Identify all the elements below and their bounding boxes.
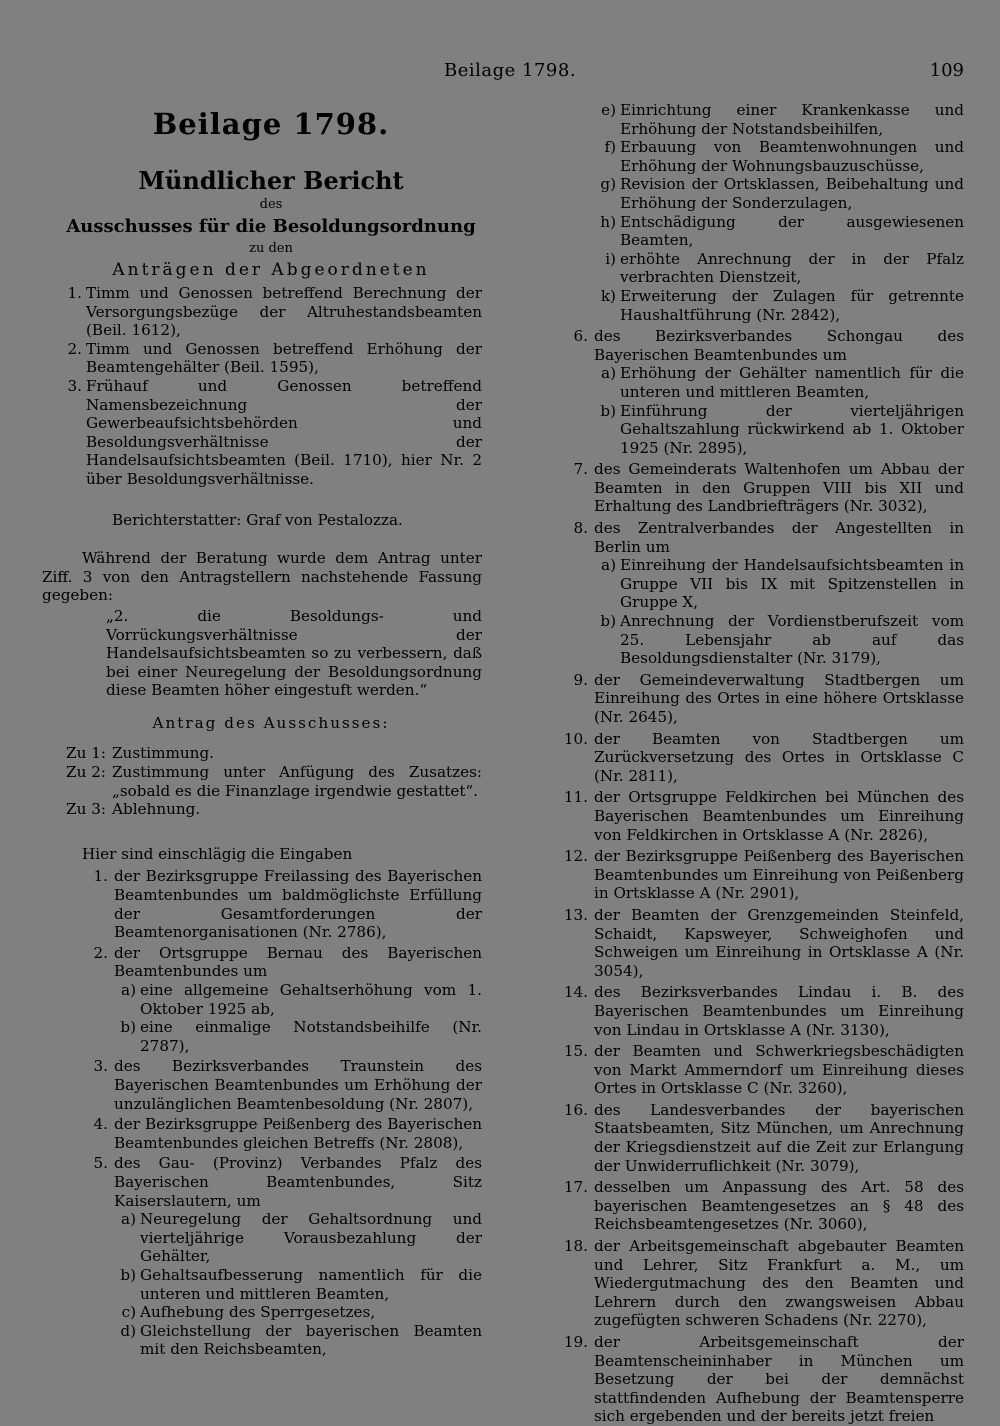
sub-item [594, 175, 964, 212]
petition-text: der Ortsgruppe Feldkirchen bei München des Bayerischen Beamtenbundes um Einreihung von Feldkirchen in Ortsklasse A (Nr. 2826), [594, 788, 964, 844]
petition-item [556, 1333, 964, 1426]
petition-body [594, 1042, 964, 1098]
petition-number: 6. [573, 327, 588, 346]
sub-item-label: f) [604, 138, 616, 157]
sub-item-text: eine einmalige Notstandsbeihilfe (Nr. 2787), [140, 1018, 482, 1055]
sub-item [594, 213, 964, 250]
petition-text: der Bezirksgruppe Peißenberg des Bayerischen Beamtenbundes gleichen Betreffs (Nr. 2808), [114, 1115, 482, 1152]
petition-body [594, 788, 964, 844]
sub-item-text: Neuregelung der Gehaltsordnung und vierteljährige Vorausbezahlung der Gehälter, [140, 1210, 482, 1266]
petition-text: der Beamten und Schwerkriegsbeschädigten von Markt Ammerndorf um Einreihung dieses Ortes in Ortsklasse C (Nr. 3260), [594, 1042, 964, 1098]
petition-text: des Bezirksverbandes Schongau des Bayerischen Beamtenbundes um [594, 327, 964, 364]
sub-item-label: b) [600, 612, 616, 631]
decision-item [42, 800, 482, 819]
petition-item [556, 983, 964, 1039]
sub-item-label: k) [600, 286, 616, 305]
petition-text: der Beamten der Grenzgemeinden Steinfeld, Schaidt, Kapsweyer, Schweighofen und Schweigen um Einreihung in Ortsklasse A (Nr. 3054), [594, 905, 964, 980]
petition-text: des Bezirksverbandes Lindau i. B. des Bayerischen Beamtenbundes um Einreihung von Lindau in Ortsklasse A (Nr. 3130), [594, 983, 964, 1039]
report-title: Mündlicher Bericht [138, 166, 404, 195]
petition-body [114, 1057, 482, 1113]
petition-text: des Zentralverbandes der Angestellten in Berlin um [594, 519, 964, 556]
sub-item-label: g) [600, 175, 616, 194]
running-head: Beilage 1798. [444, 60, 577, 81]
sub-item-text: Einführung der vierteljährigen Gehaltszahlung rückwirkend ab 1. Oktober 1925 (Nr. 2895), [620, 401, 964, 457]
sub-item-text: Einreihung der Handelsaufsichtsbeamten in Gruppe VII bis IX mit Spitzenstellen in Gruppe X, [620, 556, 964, 612]
petition-text: der Arbeitsgemeinschaft abgebauter Beamten und Lehrer, Sitz Frankfurt a. M., um Wiedergutmachung des den Beamten und Lehrern durch den zwangsweisen Abbau zugefügten schweren Schadens (Nr. 2270), [594, 1237, 964, 1330]
petition-body [594, 519, 964, 668]
sub-item-text: Gleichstellung der bayerischen Beamten mit den Reichsbeamten, [140, 1321, 482, 1359]
page-number: 109 [929, 60, 964, 81]
sub-item [114, 1210, 482, 1266]
petition-number: 14. [563, 983, 588, 1002]
petition-body [594, 1237, 964, 1330]
petition-text: der Bezirksgruppe Peißenberg des Bayerischen Beamtenbundes um Einreihung von Peißenberg in Ortsklasse A (Nr. 2901), [594, 847, 964, 903]
sub-item [594, 138, 964, 175]
sub-item-text: Gehaltsaufbesserung namentlich für die unteren und mittleren Beamten, [140, 1265, 482, 1303]
petition-body [114, 944, 482, 1056]
motion-item [60, 377, 482, 489]
motions-list [42, 284, 482, 489]
petition-body [594, 671, 964, 727]
sub-item-label: h) [600, 212, 616, 231]
petition-body [594, 327, 964, 457]
motion-text: Timm und Genossen betreffend Berechnung der Versorgungsbezüge der Altruhestandsbeamten (Beil. 1612), [86, 284, 482, 340]
petition-number: 19. [563, 1333, 588, 1351]
decision-label: Zu 2: [66, 763, 106, 782]
petition-number: 4. [93, 1115, 108, 1134]
motion-item [60, 284, 482, 340]
petition-text: der Arbeitsgemeinschaft der Beamtenscheininhaber in München um Besetzung der bei der demnächst stattfindenden Aufhebung der Beamtensperre sich ergebenden und der bereits jetzt freien [594, 1333, 964, 1426]
decision-text: Ablehnung. [112, 800, 201, 819]
sub-item-text: Aufhebung des Sperrgesetzes, [140, 1303, 376, 1322]
sub-item-text: Erweiterung der Zulagen für getrennte Haushaltführung (Nr. 2842), [620, 286, 964, 324]
petition-number: 18. [563, 1237, 588, 1256]
petition-body [594, 906, 964, 980]
decisions-list [42, 744, 482, 818]
petition-5-continuation [556, 101, 964, 324]
petition-item [556, 327, 964, 457]
sub-item-text: Revision der Ortsklassen, Beibehaltung und Erhöhung der Sonderzulagen, [620, 175, 964, 212]
petition-item [42, 1115, 482, 1152]
amended-wording-quote: „2. die Besoldungs- und Vorrückungsverhältnisse der Handelsaufsichtsbeamten so zu verbessern, daß bei einer Neuregelung der Besoldungsordnung diese Beamten höher eingestuft werden.“ [106, 606, 482, 700]
petition-body [594, 983, 964, 1039]
petition-item [556, 847, 964, 903]
petition-number: 16. [563, 1100, 588, 1119]
decision-label: Zu 3: [66, 800, 106, 819]
petition-item [42, 867, 482, 941]
petition-number: 3. [93, 1057, 108, 1076]
sub-item-text: Erhöhung der Gehälter namentlich für die unteren und mittleren Beamten, [620, 364, 964, 401]
petition-item [556, 1237, 964, 1330]
petition-text: der Gemeindeverwaltung Stadtbergen um Einreihung des Ortes in eine höhere Ortsklasse (Nr. 2645), [594, 670, 964, 726]
committee-motion-title: Antrag des Ausschusses: [152, 713, 390, 732]
petition-number-spacer [556, 101, 594, 324]
petitions-intro: Hier sind einschlägig die Eingaben [82, 844, 353, 863]
motions-heading: Anträgen der Abgeordneten [112, 260, 430, 280]
sub-item [594, 402, 964, 458]
petition-body [594, 847, 964, 903]
petition-number: 9. [573, 670, 588, 689]
motion-text: Timm und Genossen betreffend Erhöhung der Beamtengehälter (Beil. 1595), [86, 339, 482, 377]
sub-item-label: a) [601, 556, 616, 575]
sub-item [594, 287, 964, 324]
petition-text: des Bezirksverbandes Traunstein des Bayerischen Beamtenbundes um Erhöhung der unzulänglichen Beamtenbesoldung (Nr. 2807), [114, 1057, 482, 1113]
motion-number: 2. [67, 339, 82, 358]
petition-number: 1. [93, 867, 108, 886]
sub-item [114, 1322, 482, 1359]
sub-item-label: a) [121, 981, 136, 999]
petition-item [42, 1154, 482, 1359]
petition-number: 13. [563, 905, 588, 924]
sub-item-label: e) [601, 101, 616, 119]
petition-number: 12. [563, 847, 588, 866]
decision-item [42, 763, 482, 800]
petition-number: 7. [573, 460, 588, 479]
right-column [556, 101, 964, 1426]
petition-item [556, 1101, 964, 1175]
petition-number: 10. [563, 729, 588, 748]
petition-text: des Landesverbandes der bayerischen Staatsbeamten, Sitz München, um Anrechnung der Kriegsdienstzeit auf die Zeit zur Erlangung der Unwiderruflichkeit (Nr. 3079), [594, 1100, 964, 1175]
petition-body [114, 867, 482, 941]
petition-number: 15. [563, 1042, 588, 1061]
sub-item [114, 981, 482, 1018]
decision-text: Zustimmung. [112, 744, 215, 763]
left-column [42, 98, 482, 1359]
sub-item-text: erhöhte Anrechnung der in der Pfalz verbrachten Dienstzeit, [620, 249, 964, 287]
petition-body [114, 1154, 482, 1359]
petition-item [556, 671, 964, 727]
sub-item [594, 101, 964, 138]
sub-item-label: a) [121, 1210, 136, 1229]
petition-text: desselben um Anpassung des Art. 58 des bayerischen Beamtengesetzes an § 48 des Reichsbeamtengesetzes (Nr. 3060), [594, 1178, 964, 1234]
petition-body [594, 1178, 964, 1234]
petitions-list-left [42, 867, 482, 1358]
sub-item-label: a) [601, 364, 616, 383]
motion-item [60, 340, 482, 377]
sub-item-text: Entschädigung der ausgewiesenen Beamten, [620, 212, 964, 250]
deliberation-paragraph: Während der Beratung wurde dem Antrag unter Ziff. 3 von den Antragstellern nachstehende Fassung gegeben: [42, 549, 482, 605]
decision-text: Zustimmung unter Anfügung des Zusatzes: „sobald es die Finanzlage irgendwie gestattet“. [112, 763, 482, 800]
sub-item [114, 1018, 482, 1055]
petition-item [556, 788, 964, 844]
decision-item [42, 744, 482, 763]
sub-item-text: Erbauung von Beamtenwohnungen und Erhöhung der Wohnungsbauzuschüsse, [620, 138, 964, 175]
petition-item [42, 944, 482, 1056]
petition-text: des Gemeinderats Waltenhofen um Abbau der Beamten in den Gruppen VIII bis XII und Erhaltung des Landbriefträgers (Nr. 3032), [594, 460, 964, 516]
petition-body [594, 460, 964, 516]
petition-text: der Bezirksgruppe Freilassing des Bayerischen Beamtenbundes um baldmöglichste Erfüllung der Gesamtforderungen der Beamtenorganisationen (Nr. 2786), [114, 867, 482, 942]
petition-number: 17. [563, 1178, 588, 1197]
title-zu-den: zu den [249, 241, 293, 256]
title-des: des [259, 197, 283, 212]
sub-item-text: eine allgemeine Gehaltserhöhung vom 1. Oktober 1925 ab, [140, 981, 482, 1018]
sub-item [114, 1266, 482, 1303]
petition-number: 11. [563, 788, 588, 807]
sub-item [114, 1303, 482, 1322]
sub-item [594, 612, 964, 668]
committee-title: Ausschusses für die Besoldungsordnung [66, 216, 476, 237]
petition-number: 2. [93, 943, 108, 962]
petition-number: 5. [93, 1154, 108, 1173]
sub-item-label: d) [120, 1321, 136, 1340]
petition-5-continued [556, 101, 964, 324]
petition-item [556, 1042, 964, 1098]
petition-body [114, 1115, 482, 1152]
petition-body [594, 1333, 964, 1426]
reporter-line: Berichterstatter: Graf von Pestalozza. [112, 510, 403, 529]
petitions-list-right [556, 327, 964, 1426]
petition-item [42, 1057, 482, 1113]
petition-item [556, 460, 964, 516]
sub-item [594, 364, 964, 401]
sub-item-label: b) [120, 1265, 136, 1284]
petition-body [594, 1101, 964, 1175]
sub-item-label: b) [600, 401, 616, 420]
motion-text: Frühauf und Genossen betreffend Namensbezeichnung der Gewerbeaufsichtsbehörden und Besoldungsverhältnisse der Handelsaufsichtsbeamten (Beil. 1710), hier Nr. 2 über Besoldungsverhältnisse. [86, 376, 482, 488]
sub-item [594, 556, 964, 612]
decision-label: Zu 1: [66, 744, 106, 763]
petition-item [556, 730, 964, 786]
supplement-title: Beilage 1798. [152, 107, 390, 141]
petition-text: des Gau- (Provinz) Verbandes Pfalz des Bayerischen Beamtenbundes, Sitz Kaiserslautern, um [114, 1154, 482, 1210]
petition-body [594, 730, 964, 786]
petition-item [556, 906, 964, 980]
sub-item-label: c) [121, 1303, 136, 1322]
petition-number: 8. [573, 519, 588, 538]
sub-item-text: Einrichtung einer Krankenkasse und Erhöhung der Notstandsbeihilfen, [620, 101, 964, 138]
sub-item [594, 250, 964, 287]
petition-text: der Beamten von Stadtbergen um Zurückversetzung des Ortes in Ortsklasse C (Nr. 2811), [594, 729, 964, 785]
sub-item-label: b) [120, 1018, 136, 1037]
sub-item-label: i) [605, 249, 616, 268]
motion-number: 1. [67, 284, 82, 302]
sub-item-text: Anrechnung der Vordienstberufszeit vom 25. Lebensjahr ab auf das Besoldungsdienstalter (Nr. 3179), [620, 612, 964, 668]
petition-text: der Ortsgruppe Bernau des Bayerischen Beamtenbundes um [114, 943, 482, 981]
petition-body [594, 101, 964, 324]
petition-item [556, 1178, 964, 1234]
petition-item [556, 519, 964, 668]
motion-number: 3. [67, 376, 82, 395]
